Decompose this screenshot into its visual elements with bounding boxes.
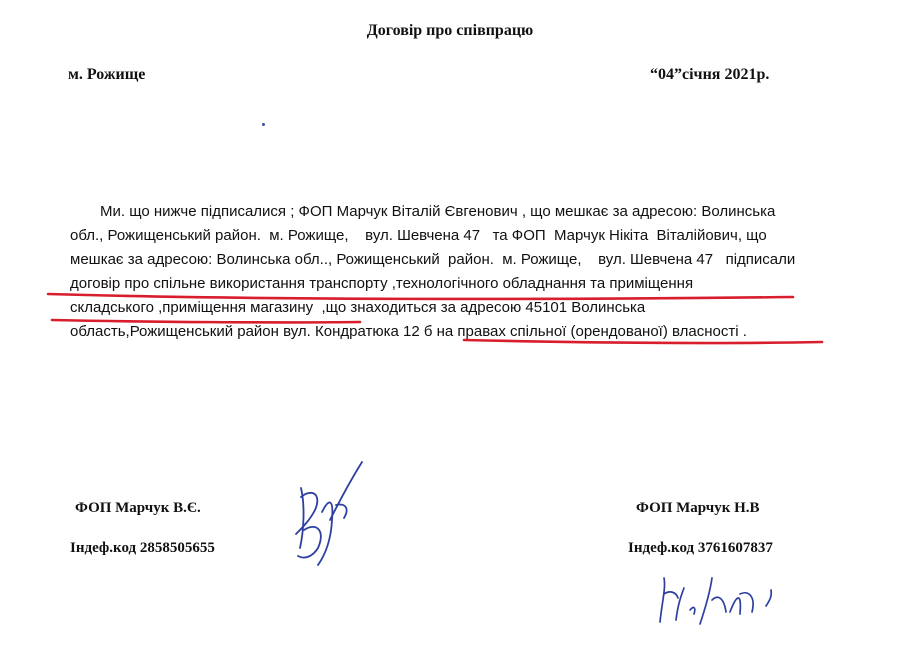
paragraph-line-2: обл., Рожищенський район. м. Рожище, вул. Шевчена 47 та ФОП Марчук Нікіта Віталійович, що (70, 227, 767, 244)
paragraph-line-6: область,Рожищенський район вул. Кондратюка 12 б на правах спільної (орендованої) власності . (70, 323, 747, 340)
party1-name: ФОП Марчук В.Є. (75, 500, 201, 516)
date-label: “04”січня 2021р. (650, 66, 770, 83)
red-underline-1 (48, 294, 793, 299)
signature-party2 (660, 578, 771, 624)
paragraph-line-4: договір про спільне використання транспорту ,технологічного обладнання та приміщення (70, 275, 694, 292)
paragraph-line-5: складського ,приміщення магазину ,що знаходиться за адресою 45101 Волинська (70, 299, 646, 316)
signature-party1 (296, 462, 362, 565)
red-underline-3 (464, 340, 822, 343)
paragraph-line-1: Ми. що нижче підписалися ; ФОП Марчук Віталій Євгенович , що мешкає за адресою: Волинська (100, 203, 776, 220)
party2-name: ФОП Марчук Н.В (636, 500, 760, 516)
paragraph-line-3: мешкає за адресою: Волинська обл.., Рожищенський район. м. Рожище, вул. Шевчена 47 підписали (70, 251, 796, 268)
document-title: Договір про співпрацю (366, 22, 534, 39)
party2-tax-code: Індеф.код 3761607837 (628, 540, 773, 556)
red-underline-2 (52, 320, 360, 322)
party1-tax-code: Індеф.код 2858505655 (70, 540, 215, 556)
city-label: м. Рожище (68, 66, 146, 83)
